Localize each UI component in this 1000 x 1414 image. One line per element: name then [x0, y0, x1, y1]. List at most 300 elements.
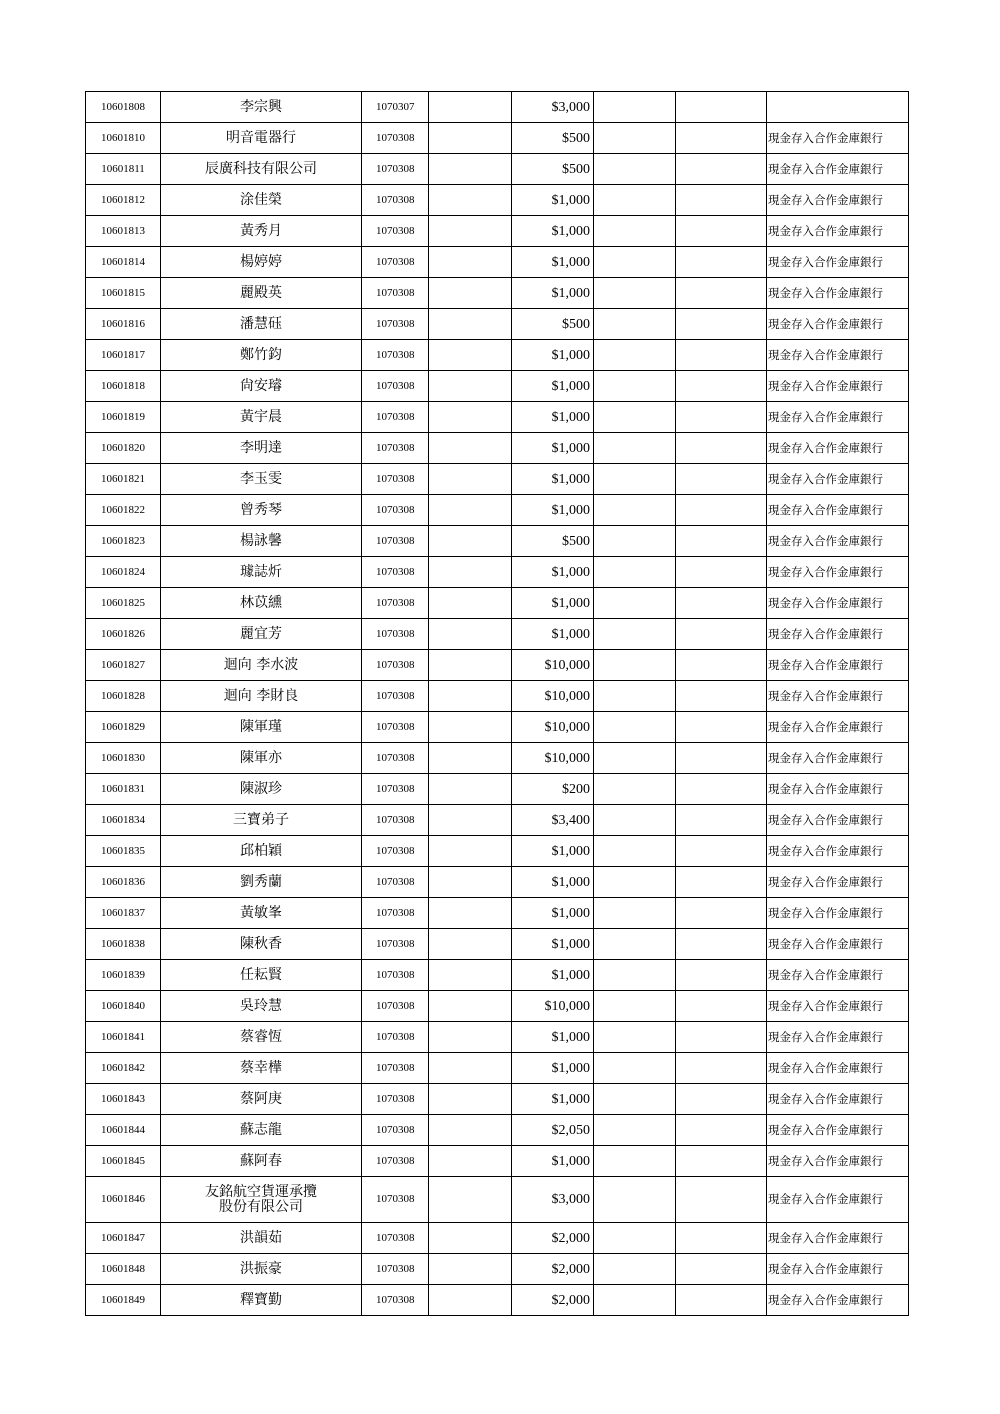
donation-amount: $1,000	[512, 1146, 594, 1177]
donation-date: 1070308	[362, 1053, 429, 1084]
donor-name: 洪振豪	[161, 1254, 362, 1285]
receipt-number: 10601837	[86, 898, 161, 929]
receipt-number: 10601834	[86, 805, 161, 836]
payment-note: 現金存入合作金庫銀行	[767, 712, 909, 743]
blank-cell	[676, 1285, 767, 1316]
table-row	[86, 526, 909, 557]
blank-cell	[429, 774, 512, 805]
blank-cell	[676, 1022, 767, 1053]
table-row	[86, 371, 909, 402]
receipt-number: 10601815	[86, 278, 161, 309]
blank-cell	[429, 1177, 512, 1223]
blank-cell	[429, 681, 512, 712]
blank-cell	[429, 309, 512, 340]
receipt-number: 10601819	[86, 402, 161, 433]
table-row	[86, 836, 909, 867]
blank-cell	[594, 526, 676, 557]
blank-cell	[429, 402, 512, 433]
blank-cell	[429, 464, 512, 495]
blank-cell	[594, 340, 676, 371]
donor-name: 李明達	[161, 433, 362, 464]
receipt-number: 10601846	[86, 1177, 161, 1223]
receipt-number: 10601822	[86, 495, 161, 526]
payment-note: 現金存入合作金庫銀行	[767, 1053, 909, 1084]
payment-note: 現金存入合作金庫銀行	[767, 1146, 909, 1177]
receipt-number: 10601840	[86, 991, 161, 1022]
payment-note: 現金存入合作金庫銀行	[767, 867, 909, 898]
table-row	[86, 154, 909, 185]
receipt-number: 10601825	[86, 588, 161, 619]
blank-cell	[676, 929, 767, 960]
blank-cell	[676, 495, 767, 526]
receipt-number: 10601816	[86, 309, 161, 340]
donor-name: 洪韻茹	[161, 1223, 362, 1254]
receipt-number: 10601831	[86, 774, 161, 805]
table-row	[86, 712, 909, 743]
blank-cell	[676, 216, 767, 247]
donation-date: 1070308	[362, 1285, 429, 1316]
blank-cell	[594, 774, 676, 805]
blank-cell	[594, 712, 676, 743]
donation-date: 1070308	[362, 1223, 429, 1254]
donor-name: 曾秀琴	[161, 495, 362, 526]
donation-date: 1070307	[362, 92, 429, 123]
table-row	[86, 340, 909, 371]
payment-note: 現金存入合作金庫銀行	[767, 278, 909, 309]
blank-cell	[594, 371, 676, 402]
donation-date: 1070308	[362, 309, 429, 340]
blank-cell	[594, 1254, 676, 1285]
blank-cell	[676, 371, 767, 402]
blank-cell	[429, 619, 512, 650]
donation-amount: $1,000	[512, 929, 594, 960]
payment-note: 現金存入合作金庫銀行	[767, 1115, 909, 1146]
donation-amount: $1,000	[512, 433, 594, 464]
donor-name: 鄭竹鈞	[161, 340, 362, 371]
donation-date: 1070308	[362, 216, 429, 247]
donation-amount: $1,000	[512, 836, 594, 867]
blank-cell	[429, 867, 512, 898]
table-row	[86, 557, 909, 588]
blank-cell	[594, 743, 676, 774]
donor-name: 李玉雯	[161, 464, 362, 495]
donation-date: 1070308	[362, 123, 429, 154]
blank-cell	[429, 1223, 512, 1254]
blank-cell	[676, 247, 767, 278]
donation-amount: $1,000	[512, 402, 594, 433]
donation-amount: $1,000	[512, 1084, 594, 1115]
donation-amount: $500	[512, 154, 594, 185]
donation-ledger-table	[85, 91, 909, 1316]
payment-note: 現金存入合作金庫銀行	[767, 588, 909, 619]
blank-cell	[676, 1053, 767, 1084]
donation-date: 1070308	[362, 278, 429, 309]
payment-note: 現金存入合作金庫銀行	[767, 464, 909, 495]
blank-cell	[594, 185, 676, 216]
blank-cell	[594, 495, 676, 526]
payment-note: 現金存入合作金庫銀行	[767, 402, 909, 433]
receipt-number: 10601821	[86, 464, 161, 495]
payment-note: 現金存入合作金庫銀行	[767, 495, 909, 526]
receipt-number: 10601844	[86, 1115, 161, 1146]
blank-cell	[676, 185, 767, 216]
blank-cell	[429, 960, 512, 991]
donation-date: 1070308	[362, 681, 429, 712]
donor-name: 涂佳榮	[161, 185, 362, 216]
receipt-number: 10601818	[86, 371, 161, 402]
table-row	[86, 991, 909, 1022]
donation-amount: $1,000	[512, 247, 594, 278]
blank-cell	[676, 712, 767, 743]
donor-name: 三寶弟子	[161, 805, 362, 836]
blank-cell	[676, 681, 767, 712]
table-row	[86, 1177, 909, 1223]
payment-note: 現金存入合作金庫銀行	[767, 526, 909, 557]
donation-date: 1070308	[362, 247, 429, 278]
receipt-number: 10601836	[86, 867, 161, 898]
donation-date: 1070308	[362, 185, 429, 216]
donor-name: 迴向 李水波	[161, 650, 362, 681]
donor-name: 陳軍亦	[161, 743, 362, 774]
blank-cell	[594, 309, 676, 340]
payment-note: 現金存入合作金庫銀行	[767, 557, 909, 588]
table-row	[86, 1254, 909, 1285]
table-row	[86, 681, 909, 712]
blank-cell	[676, 898, 767, 929]
payment-note: 現金存入合作金庫銀行	[767, 681, 909, 712]
blank-cell	[594, 898, 676, 929]
donation-amount: $1,000	[512, 1022, 594, 1053]
donation-amount: $10,000	[512, 991, 594, 1022]
donation-amount: $3,400	[512, 805, 594, 836]
blank-cell	[594, 650, 676, 681]
receipt-number: 10601847	[86, 1223, 161, 1254]
receipt-number: 10601813	[86, 216, 161, 247]
table-row	[86, 216, 909, 247]
donor-name: 陳軍瑾	[161, 712, 362, 743]
donation-amount: $2,050	[512, 1115, 594, 1146]
donation-amount: $10,000	[512, 712, 594, 743]
receipt-number: 10601820	[86, 433, 161, 464]
donation-date: 1070308	[362, 433, 429, 464]
donation-amount: $1,000	[512, 867, 594, 898]
blank-cell	[676, 1084, 767, 1115]
payment-note: 現金存入合作金庫銀行	[767, 960, 909, 991]
blank-cell	[676, 1254, 767, 1285]
table-row	[86, 1146, 909, 1177]
blank-cell	[429, 433, 512, 464]
blank-cell	[429, 743, 512, 774]
table-row	[86, 588, 909, 619]
payment-note: 現金存入合作金庫銀行	[767, 743, 909, 774]
donation-date: 1070308	[362, 340, 429, 371]
blank-cell	[594, 278, 676, 309]
receipt-number: 10601843	[86, 1084, 161, 1115]
blank-cell	[429, 247, 512, 278]
table-row	[86, 1223, 909, 1254]
payment-note: 現金存入合作金庫銀行	[767, 1285, 909, 1316]
blank-cell	[676, 1146, 767, 1177]
receipt-number: 10601812	[86, 185, 161, 216]
table-row	[86, 805, 909, 836]
payment-note: 現金存入合作金庫銀行	[767, 619, 909, 650]
blank-cell	[594, 991, 676, 1022]
donor-name: 璩誌炘	[161, 557, 362, 588]
blank-cell	[676, 123, 767, 154]
donor-name: 蔡睿恆	[161, 1022, 362, 1053]
donation-date: 1070308	[362, 1146, 429, 1177]
blank-cell	[429, 278, 512, 309]
donation-amount: $2,000	[512, 1223, 594, 1254]
donation-date: 1070308	[362, 526, 429, 557]
donation-date: 1070308	[362, 960, 429, 991]
payment-note: 現金存入合作金庫銀行	[767, 1223, 909, 1254]
donor-name: 辰廣科技有限公司	[161, 154, 362, 185]
blank-cell	[429, 1115, 512, 1146]
blank-cell	[676, 309, 767, 340]
donation-date: 1070308	[362, 588, 429, 619]
blank-cell	[676, 557, 767, 588]
donation-date: 1070308	[362, 464, 429, 495]
donation-amount: $1,000	[512, 619, 594, 650]
payment-note: 現金存入合作金庫銀行	[767, 247, 909, 278]
blank-cell	[594, 557, 676, 588]
donation-date: 1070308	[362, 805, 429, 836]
blank-cell	[429, 1022, 512, 1053]
donation-amount: $10,000	[512, 743, 594, 774]
blank-cell	[676, 1115, 767, 1146]
donation-amount: $1,000	[512, 557, 594, 588]
donor-name: 黃秀月	[161, 216, 362, 247]
table-row	[86, 1053, 909, 1084]
blank-cell	[594, 960, 676, 991]
receipt-number: 10601824	[86, 557, 161, 588]
blank-cell	[676, 774, 767, 805]
table-row	[86, 309, 909, 340]
blank-cell	[676, 867, 767, 898]
donor-name: 麗殿英	[161, 278, 362, 309]
blank-cell	[594, 154, 676, 185]
donation-amount: $10,000	[512, 681, 594, 712]
table-row	[86, 92, 909, 123]
blank-cell	[594, 836, 676, 867]
blank-cell	[594, 433, 676, 464]
blank-cell	[676, 402, 767, 433]
receipt-number: 10601848	[86, 1254, 161, 1285]
donation-date: 1070308	[362, 712, 429, 743]
donation-date: 1070308	[362, 1084, 429, 1115]
payment-note: 現金存入合作金庫銀行	[767, 309, 909, 340]
blank-cell	[594, 1022, 676, 1053]
table-row	[86, 185, 909, 216]
table-row	[86, 619, 909, 650]
donation-date: 1070308	[362, 1022, 429, 1053]
table-row	[86, 495, 909, 526]
donation-date: 1070308	[362, 743, 429, 774]
receipt-number: 10601811	[86, 154, 161, 185]
blank-cell	[594, 216, 676, 247]
donation-amount: $1,000	[512, 1053, 594, 1084]
donor-name: 黃宇晨	[161, 402, 362, 433]
payment-note	[767, 92, 909, 123]
payment-note: 現金存入合作金庫銀行	[767, 123, 909, 154]
blank-cell	[594, 1053, 676, 1084]
blank-cell	[594, 588, 676, 619]
table-row	[86, 1022, 909, 1053]
donation-amount: $1,000	[512, 278, 594, 309]
donor-name: 陳淑珍	[161, 774, 362, 805]
donor-name: 尙安璿	[161, 371, 362, 402]
blank-cell	[429, 371, 512, 402]
blank-cell	[676, 650, 767, 681]
receipt-number: 10601826	[86, 619, 161, 650]
payment-note: 現金存入合作金庫銀行	[767, 1177, 909, 1223]
donation-date: 1070308	[362, 1115, 429, 1146]
table-row	[86, 929, 909, 960]
donation-amount: $500	[512, 123, 594, 154]
blank-cell	[676, 805, 767, 836]
payment-note: 現金存入合作金庫銀行	[767, 371, 909, 402]
blank-cell	[429, 123, 512, 154]
blank-cell	[594, 1285, 676, 1316]
blank-cell	[429, 557, 512, 588]
donor-name: 楊婷婷	[161, 247, 362, 278]
blank-cell	[676, 526, 767, 557]
blank-cell	[594, 1223, 676, 1254]
receipt-number: 10601835	[86, 836, 161, 867]
receipt-number: 10601839	[86, 960, 161, 991]
payment-note: 現金存入合作金庫銀行	[767, 805, 909, 836]
blank-cell	[429, 1084, 512, 1115]
blank-cell	[676, 619, 767, 650]
donation-date: 1070308	[362, 402, 429, 433]
blank-cell	[429, 929, 512, 960]
blank-cell	[594, 619, 676, 650]
blank-cell	[429, 340, 512, 371]
table-row	[86, 867, 909, 898]
donor-name: 蘇阿春	[161, 1146, 362, 1177]
donation-amount: $1,000	[512, 216, 594, 247]
blank-cell	[429, 92, 512, 123]
receipt-number: 10601814	[86, 247, 161, 278]
table-row	[86, 278, 909, 309]
blank-cell	[676, 433, 767, 464]
blank-cell	[429, 991, 512, 1022]
donation-amount: $500	[512, 526, 594, 557]
donor-name: 蘇志龍	[161, 1115, 362, 1146]
donation-date: 1070308	[362, 1254, 429, 1285]
donor-name: 黃敏峯	[161, 898, 362, 929]
blank-cell	[429, 185, 512, 216]
blank-cell	[594, 1177, 676, 1223]
donation-date: 1070308	[362, 929, 429, 960]
table-row	[86, 743, 909, 774]
table-row	[86, 433, 909, 464]
receipt-number: 10601842	[86, 1053, 161, 1084]
blank-cell	[676, 588, 767, 619]
donation-date: 1070308	[362, 991, 429, 1022]
blank-cell	[676, 743, 767, 774]
blank-cell	[676, 991, 767, 1022]
donation-amount: $3,000	[512, 92, 594, 123]
blank-cell	[594, 464, 676, 495]
table-row	[86, 247, 909, 278]
payment-note: 現金存入合作金庫銀行	[767, 340, 909, 371]
donation-amount: $1,000	[512, 495, 594, 526]
receipt-number: 10601845	[86, 1146, 161, 1177]
donor-name: 林苡纁	[161, 588, 362, 619]
blank-cell	[594, 929, 676, 960]
table-row	[86, 1285, 909, 1316]
blank-cell	[594, 1115, 676, 1146]
donation-date: 1070308	[362, 557, 429, 588]
donor-name: 釋寶勤	[161, 1285, 362, 1316]
payment-note: 現金存入合作金庫銀行	[767, 836, 909, 867]
blank-cell	[594, 247, 676, 278]
table-row	[86, 960, 909, 991]
receipt-number: 10601827	[86, 650, 161, 681]
payment-note: 現金存入合作金庫銀行	[767, 433, 909, 464]
table-row	[86, 402, 909, 433]
blank-cell	[429, 1285, 512, 1316]
blank-cell	[429, 712, 512, 743]
donation-amount: $1,000	[512, 371, 594, 402]
blank-cell	[429, 1146, 512, 1177]
payment-note: 現金存入合作金庫銀行	[767, 991, 909, 1022]
receipt-number: 10601810	[86, 123, 161, 154]
donor-name: 友銘航空貨運承攬 股份有限公司	[161, 1177, 362, 1223]
table-row	[86, 650, 909, 681]
blank-cell	[429, 650, 512, 681]
blank-cell	[429, 836, 512, 867]
blank-cell	[594, 681, 676, 712]
donor-name: 麗宜芳	[161, 619, 362, 650]
payment-note: 現金存入合作金庫銀行	[767, 1254, 909, 1285]
blank-cell	[676, 92, 767, 123]
donor-name: 楊詠馨	[161, 526, 362, 557]
table-row	[86, 464, 909, 495]
payment-note: 現金存入合作金庫銀行	[767, 898, 909, 929]
blank-cell	[429, 1053, 512, 1084]
blank-cell	[429, 526, 512, 557]
donation-amount: $1,000	[512, 185, 594, 216]
blank-cell	[676, 1223, 767, 1254]
blank-cell	[429, 216, 512, 247]
donation-date: 1070308	[362, 867, 429, 898]
blank-cell	[676, 278, 767, 309]
blank-cell	[676, 1177, 767, 1223]
blank-cell	[429, 588, 512, 619]
blank-cell	[676, 464, 767, 495]
table-row	[86, 898, 909, 929]
donor-name: 明音電器行	[161, 123, 362, 154]
donation-amount: $200	[512, 774, 594, 805]
donation-amount: $500	[512, 309, 594, 340]
blank-cell	[594, 867, 676, 898]
donation-amount: $1,000	[512, 898, 594, 929]
donor-name: 蔡幸樺	[161, 1053, 362, 1084]
donation-amount: $10,000	[512, 650, 594, 681]
payment-note: 現金存入合作金庫銀行	[767, 650, 909, 681]
blank-cell	[429, 495, 512, 526]
blank-cell	[429, 805, 512, 836]
donation-date: 1070308	[362, 774, 429, 805]
donation-amount: $1,000	[512, 340, 594, 371]
donation-amount: $2,000	[512, 1285, 594, 1316]
ledger-body	[86, 92, 909, 1316]
blank-cell	[429, 154, 512, 185]
blank-cell	[594, 402, 676, 433]
